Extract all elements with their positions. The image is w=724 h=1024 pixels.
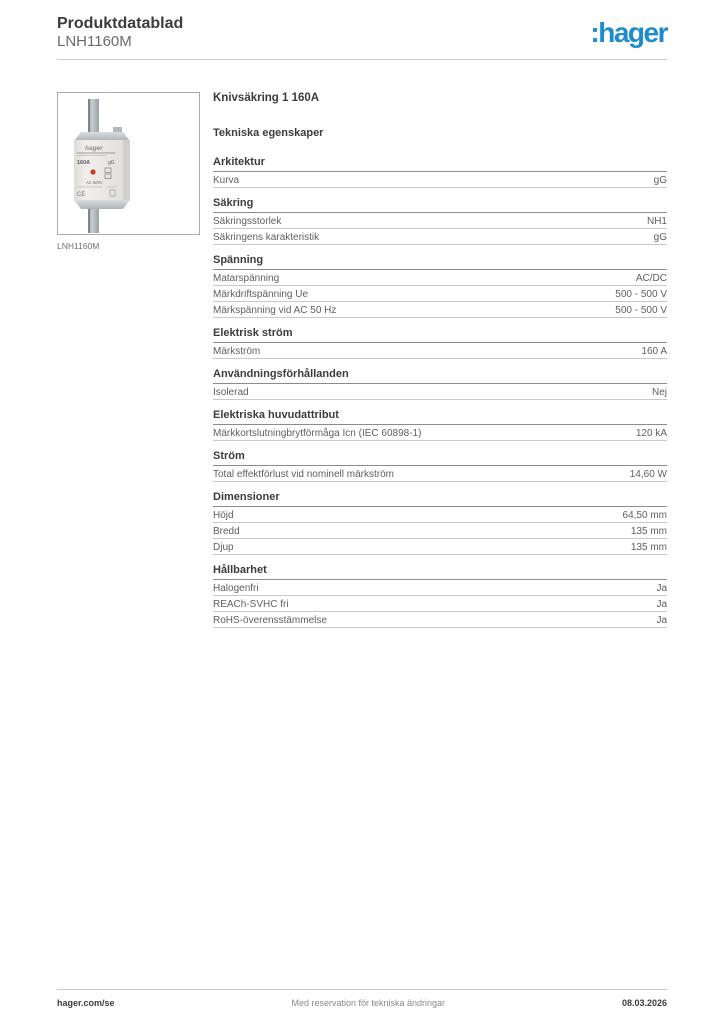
spec-row — [213, 213, 667, 229]
section-rows — [213, 384, 667, 400]
row-value: gG — [653, 174, 667, 186]
spec-row — [213, 270, 667, 286]
section-heading: Spänning — [213, 254, 667, 270]
row-label: Isolerad — [213, 386, 249, 398]
table-title: Tekniska egenskaper — [213, 127, 324, 139]
row-label: Bredd — [213, 525, 240, 537]
product-title: Knivsäkring 1 160A — [213, 92, 320, 104]
section-heading: Ström — [213, 450, 667, 466]
spec-row — [213, 229, 667, 245]
fuse-top-cap — [74, 132, 130, 141]
section-heading: Elektriska huvudattribut — [213, 409, 667, 425]
row-value: AC/DC — [635, 272, 667, 284]
spec-row — [213, 302, 667, 318]
row-value: 135 mm — [630, 541, 667, 553]
spec-section — [213, 368, 667, 400]
spec-row — [213, 523, 667, 539]
row-label: Säkringens karakteristik — [213, 231, 320, 243]
hager-logo: :hager — [590, 17, 667, 48]
spec-sections — [213, 156, 667, 628]
fuse-bottom-cap — [74, 200, 130, 209]
spec-row — [213, 539, 667, 555]
fuse-label-class: gG — [108, 160, 115, 166]
product-image-frame — [57, 92, 200, 235]
row-value: Ja — [656, 614, 667, 626]
fuse-label-rating: 160A — [77, 160, 91, 166]
section-rows — [213, 466, 667, 482]
spec-section — [213, 197, 667, 245]
page-title: Produktdatablad — [57, 15, 184, 32]
section-heading: Användningsförhållanden — [213, 368, 667, 384]
header-divider — [57, 59, 667, 60]
spec-section — [213, 327, 667, 359]
spec-row — [213, 286, 667, 302]
fuse-label-brand: hager — [85, 145, 103, 152]
spec-section — [213, 254, 667, 318]
row-label: REACh-SVHC fri — [213, 598, 289, 610]
spec-row — [213, 612, 667, 628]
spec-section — [213, 156, 667, 188]
fuse-label-ce: CE — [77, 192, 86, 198]
spec-row — [213, 425, 667, 441]
row-value: Ja — [656, 582, 667, 594]
spec-section — [213, 409, 667, 441]
spec-row — [213, 172, 667, 188]
product-image-column — [57, 92, 213, 637]
section-heading: Elektrisk ström — [213, 327, 667, 343]
section-rows — [213, 580, 667, 628]
spec-row — [213, 580, 667, 596]
footer — [57, 989, 667, 1008]
spec-row — [213, 596, 667, 612]
row-label: Djup — [213, 541, 234, 553]
row-value: gG — [653, 231, 667, 243]
spec-section — [213, 491, 667, 555]
row-value: 64,50 mm — [622, 509, 667, 521]
row-value: NH1 — [646, 215, 667, 227]
row-value: Nej — [651, 386, 667, 398]
product-image-fuse — [58, 93, 199, 234]
footer-link[interactable]: hager.com/se — [57, 998, 115, 1008]
row-value: Ja — [656, 598, 667, 610]
header-product-code: LNH1160M — [57, 33, 132, 50]
row-label: Märkström — [213, 345, 261, 357]
row-label: Matarspänning — [213, 272, 280, 284]
section-heading: Dimensioner — [213, 491, 667, 507]
row-value: 14,60 W — [629, 468, 667, 480]
section-rows — [213, 425, 667, 441]
section-rows — [213, 343, 667, 359]
header — [57, 0, 667, 52]
spec-row — [213, 466, 667, 482]
row-value: 500 - 500 V — [615, 288, 667, 300]
spec-row — [213, 343, 667, 359]
section-rows — [213, 507, 667, 555]
row-label: Märkkortslutningbrytförmåga Icn (IEC 60898-1) — [213, 427, 422, 439]
row-label: RoHS-överensstämmelse — [213, 614, 327, 626]
spec-column — [213, 92, 667, 637]
row-label: Märkspänning vid AC 50 Hz — [213, 304, 337, 316]
spec-section — [213, 450, 667, 482]
row-label: Kurva — [213, 174, 240, 186]
row-label: Märkdriftspänning Ue — [213, 288, 309, 300]
section-rows — [213, 172, 667, 188]
row-value: 500 - 500 V — [615, 304, 667, 316]
spec-section — [213, 564, 667, 628]
footer-date: 08.03.2026 — [621, 998, 667, 1008]
row-value: 135 mm — [630, 525, 667, 537]
row-label: Säkringsstorlek — [213, 215, 282, 227]
fuse-label-voltage: AC 500V — [86, 180, 103, 185]
fuse-indicator-dot — [90, 169, 95, 174]
section-rows — [213, 270, 667, 318]
section-rows — [213, 213, 667, 245]
footer-disclaimer: Med reservation för tekniska ändringar — [291, 998, 446, 1008]
row-label: Höjd — [213, 509, 234, 521]
section-heading: Arkitektur — [213, 156, 667, 172]
row-value: 160 A — [641, 345, 667, 357]
spec-row — [213, 384, 667, 400]
section-heading: Hållbarhet — [213, 564, 667, 580]
row-value: 120 kA — [635, 427, 667, 439]
header-titles — [57, 14, 183, 51]
spec-row — [213, 507, 667, 523]
section-heading: Säkring — [213, 197, 667, 213]
product-image-caption: LNH1160M — [57, 241, 100, 251]
row-label: Halogenfri — [213, 582, 259, 594]
main-content — [57, 92, 667, 637]
row-label: Total effektförlust vid nominell märkström — [213, 468, 394, 480]
